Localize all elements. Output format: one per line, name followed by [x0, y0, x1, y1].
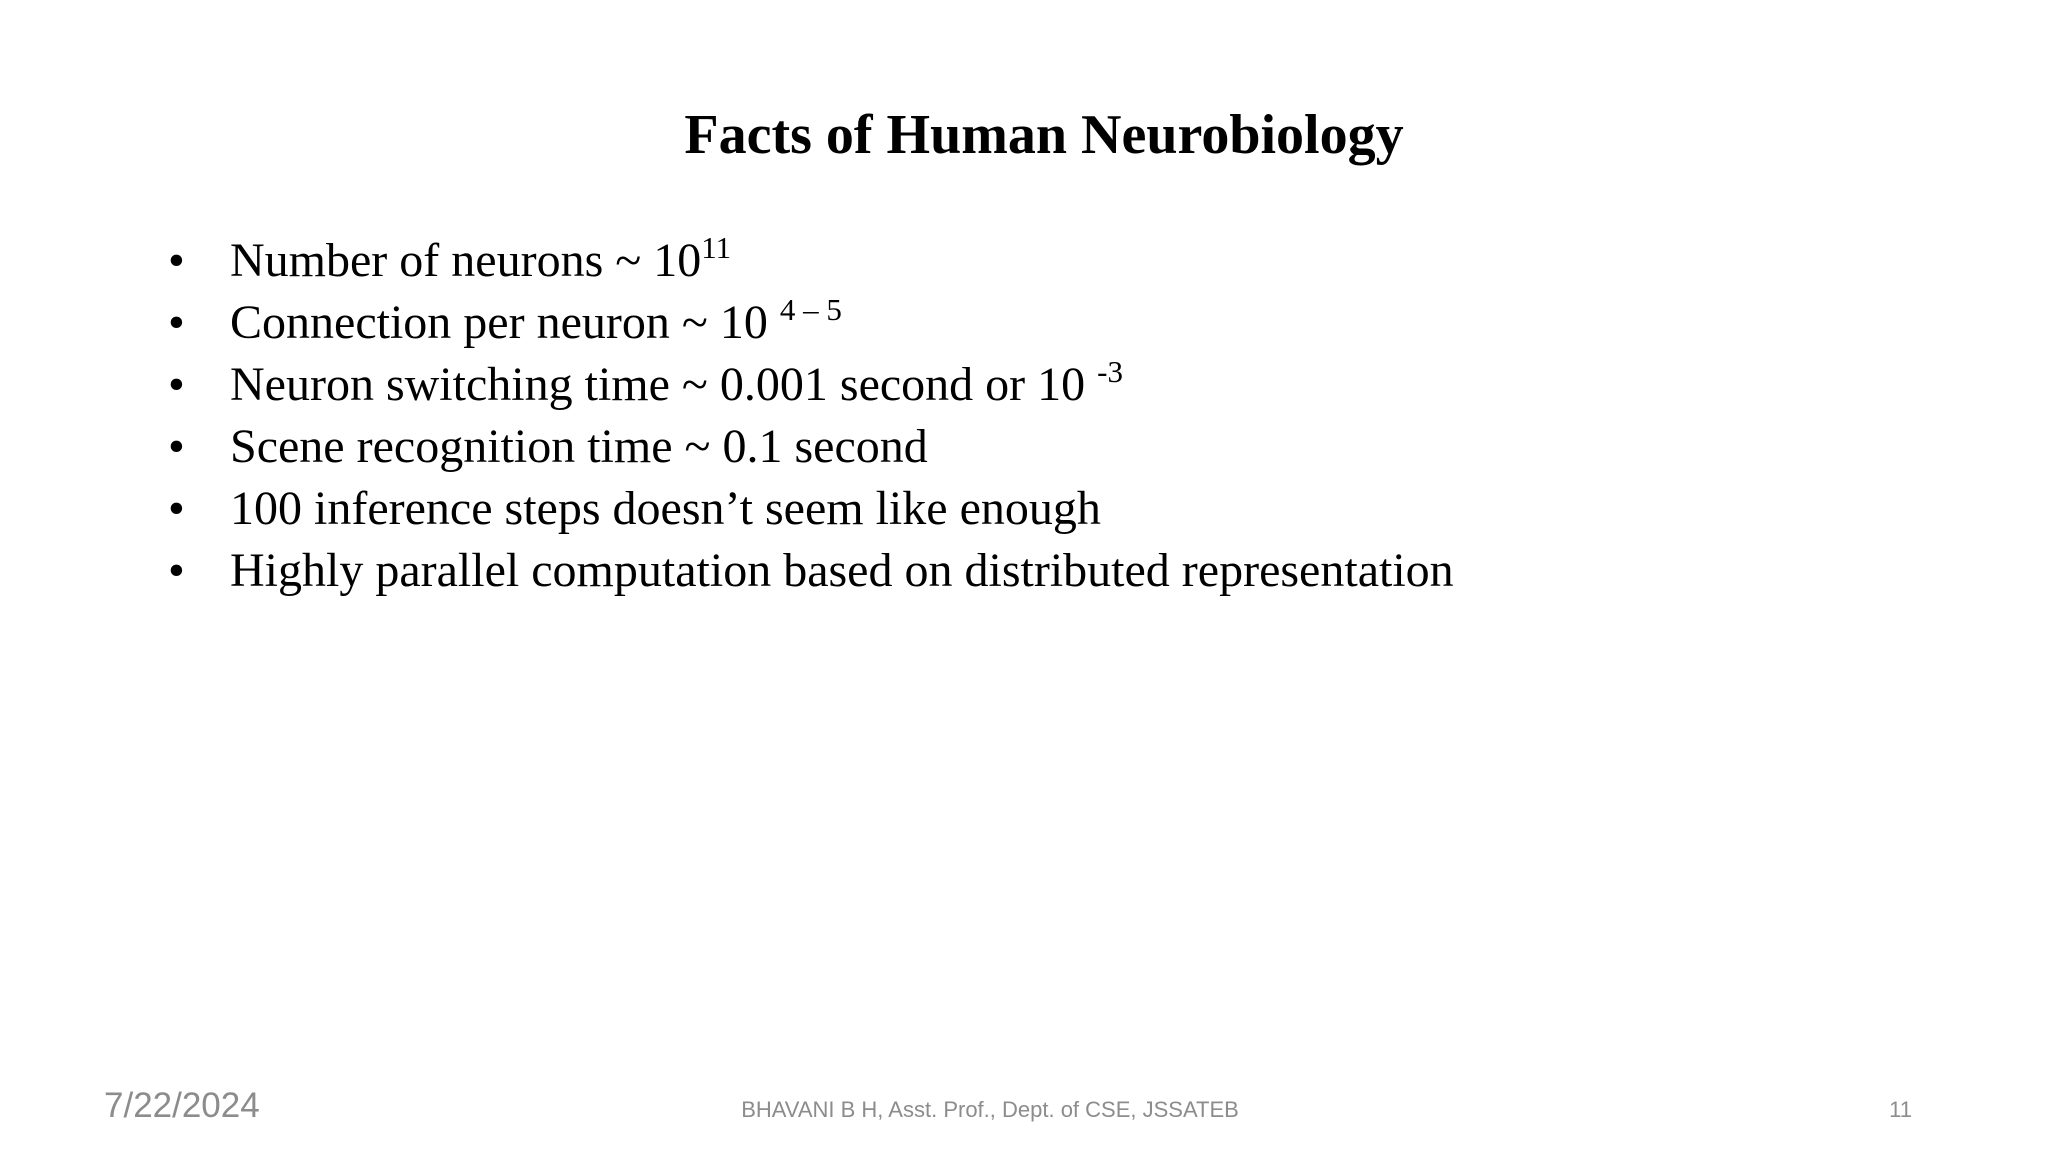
bullet-text: Highly parallel computation based on distributed representation	[230, 544, 1454, 597]
bullet-dot-icon: •	[168, 482, 185, 535]
bullet-text: Connection per neuron ~ 10	[230, 296, 780, 349]
bullet-item-inference-steps	[168, 478, 1454, 540]
bullet-superscript: 11	[701, 230, 732, 265]
bullet-dot-icon: •	[168, 296, 185, 349]
bullet-item-connections	[168, 292, 1454, 354]
bullet-superscript: 4 – 5	[779, 292, 842, 327]
bullet-text: Scene recognition time ~ 0.1 second	[230, 420, 928, 473]
bullet-item-scene-recognition	[168, 416, 1454, 478]
bullet-list	[168, 230, 1454, 602]
bullet-dot-icon: •	[168, 358, 185, 411]
bullet-text: Number of neurons ~ 10	[230, 234, 702, 287]
bullet-item-neurons	[168, 230, 1454, 292]
bullet-dot-icon: •	[168, 544, 185, 597]
footer-author: BHAVANI B H, Asst. Prof., Dept. of CSE, JSSATEB	[741, 1097, 1239, 1122]
bullet-superscript: -3	[1097, 354, 1123, 389]
footer-page-number: 11	[1889, 1097, 1912, 1122]
bullet-item-parallel-computation	[168, 540, 1454, 602]
bullet-dot-icon: •	[168, 234, 185, 287]
bullet-text: 100 inference steps doesn’t seem like enough	[230, 482, 1101, 535]
bullet-text: Neuron switching time ~ 0.001 second or 10	[230, 358, 1098, 411]
bullet-item-switching-time	[168, 354, 1454, 416]
footer-date: 7/22/2024	[104, 1086, 260, 1125]
bullet-dot-icon: •	[168, 420, 185, 473]
slide-title: Facts of Human Neurobiology	[684, 104, 1404, 166]
